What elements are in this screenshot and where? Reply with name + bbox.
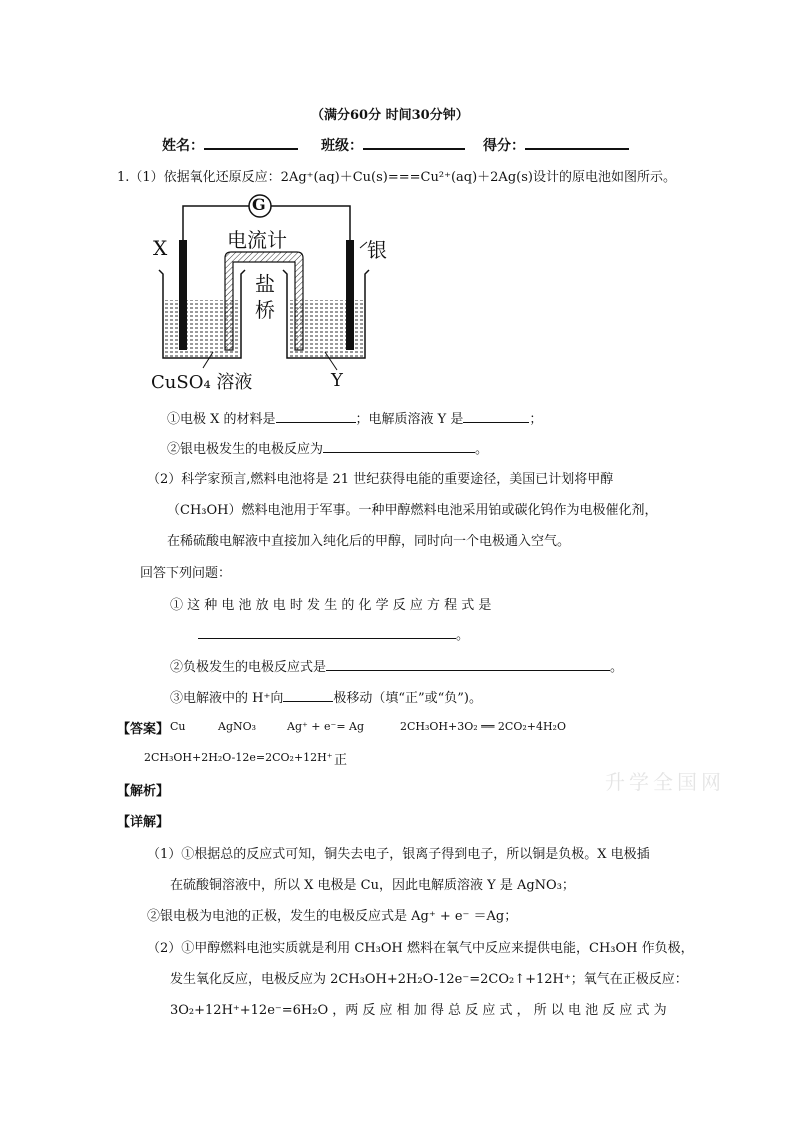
answer-3: Ag⁺ + e⁻= Ag (287, 720, 365, 733)
detail-label: 【详解】 (117, 815, 170, 830)
electrode-x-label: X (153, 236, 168, 260)
answer-1: Cu (170, 720, 186, 733)
galvanometer-label: 电流计 (227, 228, 287, 252)
detail-line-6: 3O₂+12H⁺+12e⁻=6H₂O ，两 反 应 相 加 得 总 反 应 式 ， 所 以 电 池 反 应 式 为 (170, 1003, 667, 1018)
answer-2: AgNO₃ (218, 720, 257, 733)
detail-line-4: （2）①甲醇燃料电池实质就是利用 CH₃OH 燃料在氧气中反应来提供电能，CH₃OH 作负极， (147, 941, 694, 956)
electrode-x-blank[interactable] (276, 408, 356, 423)
p2-q1: ① 这 种 电 池 放 电 时 发 生 的 化 学 反 应 方 程 式 是 (170, 598, 492, 613)
p2-q1-line: 。 (198, 624, 469, 643)
watermark: 升学全国网 (605, 770, 725, 794)
answer-label: 【答案】 (117, 722, 170, 737)
detail-line-3: ②银电极为电池的正极，发生的电极反应式是 Ag⁺ + e⁻ ＝Ag； (147, 909, 518, 924)
question-1-intro: 1.（1）依据氧化还原反应：2Ag⁺(aq)＋Cu(s)===Cu²⁺(aq)＋2Ag(s)设计的原电池如图所示。 (117, 170, 676, 185)
score-label: 得分： (483, 134, 629, 155)
part2-line3: 在稀硫酸电解液中直接加入纯化后的甲醇，同时向一个电极通入空气。 (167, 534, 571, 549)
detail-line-2: 在硫酸铜溶液中，所以 X 电极是 Cu，因此电解质溶液 Y 是 AgNO₃； (170, 878, 575, 893)
right-solution-label: Y (331, 370, 343, 391)
answer-6: 正 (334, 753, 348, 768)
reaction-equation-blank[interactable] (198, 624, 456, 639)
answer-prompt: 回答下列问题： (140, 566, 232, 581)
galvanometer-symbol: G (252, 195, 266, 214)
class-blank[interactable] (363, 134, 465, 150)
score-blank[interactable] (525, 134, 629, 150)
score-time-header: （满分60分 时间30分钟） (311, 108, 469, 123)
part2-line1: （2）科学家预言,燃料电池将是 21 世纪获得电能的重要途径，美国已计划将甲醇 (147, 472, 614, 487)
galvanic-cell-diagram (145, 190, 385, 395)
answer-5: 2CH₃OH+2H₂O-12e=2CO₂+12H⁺ (144, 751, 333, 764)
answer-4: 2CH₃OH+3O₂ ══ 2CO₂+4H₂O (400, 720, 566, 733)
q1-sub2: ②银电极发生的电极反应为 。 (167, 438, 488, 457)
part2-line2: （CH₃OH）燃料电池用于军事。一种甲醇燃料电池采用铂或碳化钨作为电极催化剂， (167, 503, 658, 518)
h-ion-direction-blank[interactable] (283, 687, 333, 702)
silver-reaction-blank[interactable] (323, 438, 475, 453)
negative-electrode-blank[interactable] (326, 656, 610, 671)
left-solution-label: CuSO₄ 溶液 (151, 372, 253, 393)
detail-line-5: 发生氧化反应，电极反应为 2CH₃OH+2H₂O-12e⁻=2CO₂↑+12H⁺；氧气在正极反应： (170, 972, 688, 987)
p2-q2: ②负极发生的电极反应式是 。 (170, 656, 623, 675)
electrode-x (179, 240, 187, 350)
electrolyte-y-blank[interactable] (463, 408, 529, 423)
detail-line-1: （1）①根据总的反应式可知，铜失去电子，银离子得到电子，所以铜是负极。X 电极插 (147, 847, 650, 862)
electrode-silver (346, 240, 354, 350)
name-label: 姓名： (162, 134, 298, 155)
salt-bridge-label-1: 盐 (255, 272, 275, 296)
silver-label: 银 (367, 238, 387, 262)
name-blank[interactable] (204, 134, 298, 150)
q1-sub1: ①电极 X 的材料是 ；电解质溶液 Y 是 ； (167, 408, 542, 427)
p2-q3: ③电解液中的 H⁺向 极移动（填“正”或“负”)。 (170, 687, 482, 706)
salt-bridge-label-2: 桥 (255, 298, 275, 322)
analysis-label: 【解析】 (117, 784, 170, 799)
class-label: 班级： (321, 134, 465, 155)
